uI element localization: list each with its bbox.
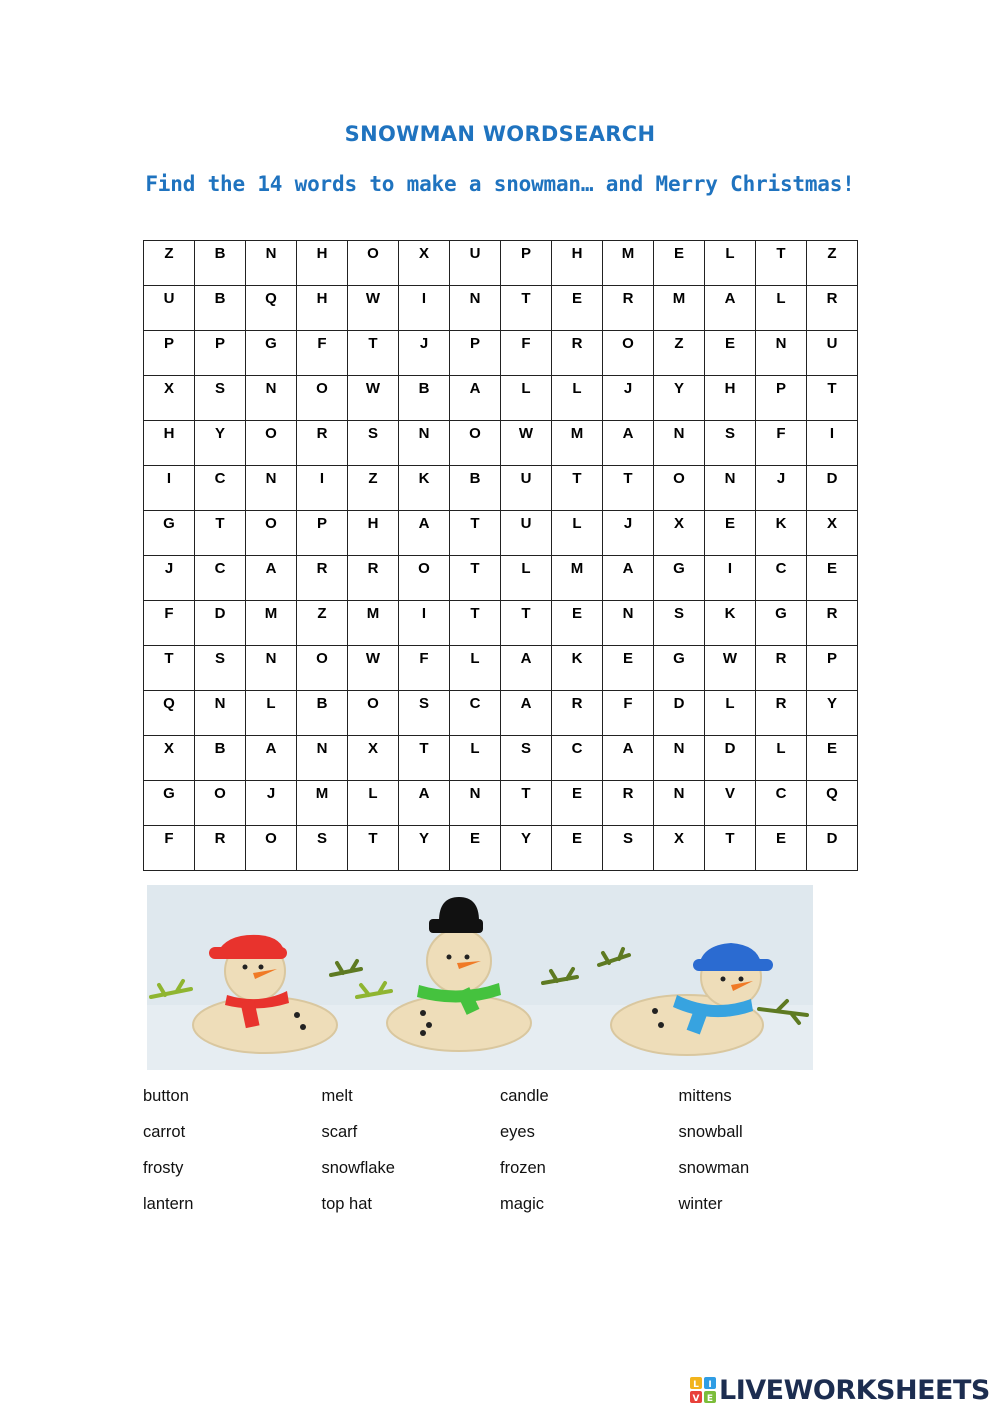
grid-row	[144, 601, 858, 646]
grid-letter-cell: N	[246, 376, 297, 421]
grid-letter-cell: N	[450, 286, 501, 331]
word-list-item: eyes	[500, 1123, 535, 1141]
grid-letter-cell: O	[348, 241, 399, 286]
word-list-item: mittens	[678, 1087, 732, 1105]
word-list-item: frozen	[500, 1159, 546, 1177]
grid-letter-cell: U	[807, 331, 858, 376]
grid-letter-cell: W	[705, 646, 756, 691]
grid-letter-cell: X	[654, 826, 705, 871]
grid-letter-cell: T	[756, 241, 807, 286]
grid-letter-cell: R	[297, 421, 348, 466]
grid-letter-cell: O	[399, 556, 450, 601]
grid-letter-cell: T	[144, 646, 195, 691]
grid-letter-cell: J	[603, 511, 654, 556]
grid-letter-cell: S	[654, 601, 705, 646]
grid-letter-cell: G	[756, 601, 807, 646]
grid-letter-cell: I	[144, 466, 195, 511]
grid-letter-cell: H	[144, 421, 195, 466]
worksheet-instructions: Find the 14 words to make a snowman… and Merry Christmas!	[145, 172, 855, 196]
grid-letter-cell: G	[144, 511, 195, 556]
grid-letter-cell: N	[246, 241, 297, 286]
grid-letter-cell: K	[399, 466, 450, 511]
grid-letter-cell: U	[501, 466, 552, 511]
grid-letter-cell: A	[501, 646, 552, 691]
grid-letter-cell: R	[552, 691, 603, 736]
word-list-row	[143, 1087, 863, 1123]
grid-letter-cell: E	[552, 286, 603, 331]
grid-letter-cell: S	[348, 421, 399, 466]
grid-letter-cell: N	[756, 331, 807, 376]
grid-letter-cell: B	[399, 376, 450, 421]
grid-letter-cell: G	[654, 646, 705, 691]
word-list-item: snowball	[678, 1123, 743, 1141]
grid-letter-cell: T	[807, 376, 858, 421]
grid-letter-cell: C	[195, 466, 246, 511]
grid-letter-cell: I	[399, 601, 450, 646]
grid-letter-cell: T	[450, 511, 501, 556]
grid-letter-cell: T	[501, 781, 552, 826]
grid-letter-cell: B	[297, 691, 348, 736]
grid-letter-cell: Z	[654, 331, 705, 376]
grid-letter-cell: S	[705, 421, 756, 466]
grid-letter-cell: H	[348, 511, 399, 556]
word-list-item: button	[143, 1087, 189, 1105]
grid-row	[144, 736, 858, 781]
grid-letter-cell: H	[705, 376, 756, 421]
grid-letter-cell: N	[654, 421, 705, 466]
grid-letter-cell: Z	[807, 241, 858, 286]
grid-letter-cell: L	[552, 376, 603, 421]
grid-letter-cell: E	[654, 241, 705, 286]
grid-letter-cell: Z	[144, 241, 195, 286]
grid-letter-cell: R	[807, 601, 858, 646]
grid-letter-cell: T	[450, 556, 501, 601]
grid-letter-cell: A	[399, 511, 450, 556]
grid-letter-cell: X	[144, 376, 195, 421]
grid-letter-cell: F	[144, 826, 195, 871]
grid-letter-cell: M	[552, 556, 603, 601]
grid-row	[144, 331, 858, 376]
grid-letter-cell: E	[552, 781, 603, 826]
grid-letter-cell: O	[603, 331, 654, 376]
grid-letter-cell: O	[246, 826, 297, 871]
grid-letter-cell: O	[654, 466, 705, 511]
grid-letter-cell: T	[705, 826, 756, 871]
grid-letter-cell: L	[246, 691, 297, 736]
grid-letter-cell: L	[501, 556, 552, 601]
word-list	[143, 1087, 863, 1231]
grid-letter-cell: N	[705, 466, 756, 511]
grid-letter-cell: Y	[399, 826, 450, 871]
grid-letter-cell: S	[195, 376, 246, 421]
grid-letter-cell: L	[501, 376, 552, 421]
grid-letter-cell: E	[552, 601, 603, 646]
grid-letter-cell: D	[195, 601, 246, 646]
grid-letter-cell: O	[297, 376, 348, 421]
grid-letter-cell: L	[348, 781, 399, 826]
grid-letter-cell: K	[756, 511, 807, 556]
grid-row	[144, 826, 858, 871]
grid-row	[144, 466, 858, 511]
liveworksheets-logo-icon	[690, 1377, 716, 1403]
grid-letter-cell: C	[450, 691, 501, 736]
grid-letter-cell: O	[348, 691, 399, 736]
grid-letter-cell: K	[705, 601, 756, 646]
wordsearch-grid	[143, 240, 858, 871]
grid-letter-cell: G	[144, 781, 195, 826]
grid-row	[144, 556, 858, 601]
grid-row	[144, 376, 858, 421]
grid-letter-cell: S	[501, 736, 552, 781]
grid-letter-cell: X	[654, 511, 705, 556]
grid-letter-cell: T	[552, 466, 603, 511]
logo-letter: I	[708, 1380, 712, 1390]
grid-letter-cell: P	[144, 331, 195, 376]
grid-letter-cell: I	[807, 421, 858, 466]
grid-letter-cell: W	[348, 376, 399, 421]
grid-letter-cell: D	[705, 736, 756, 781]
grid-letter-cell: R	[756, 646, 807, 691]
grid-letter-cell: R	[348, 556, 399, 601]
word-list-item: candle	[500, 1087, 549, 1105]
grid-letter-cell: N	[297, 736, 348, 781]
grid-letter-cell: F	[297, 331, 348, 376]
grid-letter-cell: N	[654, 781, 705, 826]
grid-letter-cell: F	[144, 601, 195, 646]
word-list-item: top hat	[321, 1195, 372, 1213]
grid-letter-cell: U	[450, 241, 501, 286]
grid-letter-cell: A	[501, 691, 552, 736]
grid-letter-cell: Z	[297, 601, 348, 646]
grid-letter-cell: H	[552, 241, 603, 286]
grid-letter-cell: S	[195, 646, 246, 691]
grid-letter-cell: H	[297, 286, 348, 331]
grid-letter-cell: X	[348, 736, 399, 781]
grid-letter-cell: N	[450, 781, 501, 826]
grid-letter-cell: C	[756, 781, 807, 826]
grid-letter-cell: T	[348, 331, 399, 376]
grid-letter-cell: L	[756, 286, 807, 331]
grid-letter-cell: P	[450, 331, 501, 376]
grid-letter-cell: L	[756, 736, 807, 781]
grid-letter-cell: P	[756, 376, 807, 421]
grid-letter-cell: R	[195, 826, 246, 871]
word-list-item: melt	[321, 1087, 353, 1105]
grid-letter-cell: Y	[654, 376, 705, 421]
grid-letter-cell: D	[807, 466, 858, 511]
grid-letter-cell: A	[603, 421, 654, 466]
grid-letter-cell: C	[756, 556, 807, 601]
word-list-row	[143, 1123, 863, 1159]
grid-letter-cell: O	[297, 646, 348, 691]
word-list-item: scarf	[321, 1123, 358, 1141]
grid-letter-cell: R	[807, 286, 858, 331]
grid-letter-cell: Y	[501, 826, 552, 871]
grid-letter-cell: T	[501, 601, 552, 646]
grid-letter-cell: W	[501, 421, 552, 466]
word-list-item: snowman	[678, 1159, 750, 1177]
grid-letter-cell: N	[399, 421, 450, 466]
word-list-item: winter	[678, 1195, 723, 1213]
grid-letter-cell: V	[705, 781, 756, 826]
grid-letter-cell: E	[552, 826, 603, 871]
word-list-item: frosty	[143, 1159, 184, 1177]
grid-letter-cell: T	[603, 466, 654, 511]
grid-letter-cell: L	[450, 646, 501, 691]
grid-letter-cell: H	[297, 241, 348, 286]
grid-row	[144, 286, 858, 331]
grid-letter-cell: S	[399, 691, 450, 736]
grid-letter-cell: I	[705, 556, 756, 601]
grid-letter-cell: F	[603, 691, 654, 736]
grid-letter-cell: E	[705, 511, 756, 556]
grid-letter-cell: O	[195, 781, 246, 826]
grid-letter-cell: A	[246, 556, 297, 601]
grid-letter-cell: B	[195, 736, 246, 781]
grid-row	[144, 781, 858, 826]
grid-letter-cell: J	[144, 556, 195, 601]
logo-letter: E	[706, 1394, 714, 1403]
grid-letter-cell: U	[144, 286, 195, 331]
grid-letter-cell: O	[450, 421, 501, 466]
grid-letter-cell: Q	[246, 286, 297, 331]
grid-letter-cell: I	[297, 466, 348, 511]
grid-letter-cell: G	[246, 331, 297, 376]
grid-letter-cell: M	[603, 241, 654, 286]
grid-letter-cell: T	[195, 511, 246, 556]
grid-letter-cell: S	[603, 826, 654, 871]
grid-letter-cell: X	[144, 736, 195, 781]
grid-letter-cell: C	[195, 556, 246, 601]
grid-letter-cell: J	[399, 331, 450, 376]
grid-letter-cell: J	[756, 466, 807, 511]
grid-letter-cell: B	[195, 286, 246, 331]
grid-letter-cell: Y	[195, 421, 246, 466]
grid-letter-cell: O	[246, 511, 297, 556]
grid-letter-cell: I	[399, 286, 450, 331]
grid-letter-cell: N	[654, 736, 705, 781]
word-list-item: magic	[500, 1195, 545, 1213]
grid-letter-cell: X	[807, 511, 858, 556]
grid-letter-cell: W	[348, 646, 399, 691]
grid-letter-cell: Q	[807, 781, 858, 826]
liveworksheets-logo	[690, 1373, 990, 1407]
grid-letter-cell: N	[195, 691, 246, 736]
grid-letter-cell: L	[705, 241, 756, 286]
grid-letter-cell: L	[450, 736, 501, 781]
grid-letter-cell: T	[450, 601, 501, 646]
grid-letter-cell: P	[501, 241, 552, 286]
grid-letter-cell: R	[552, 331, 603, 376]
grid-letter-cell: N	[246, 646, 297, 691]
grid-letter-cell: J	[603, 376, 654, 421]
grid-letter-cell: M	[654, 286, 705, 331]
grid-letter-cell: S	[297, 826, 348, 871]
grid-letter-cell: P	[195, 331, 246, 376]
grid-letter-cell: E	[450, 826, 501, 871]
grid-letter-cell: J	[246, 781, 297, 826]
grid-letter-cell: T	[501, 286, 552, 331]
liveworksheets-brand-name: LIVEWORKSHEETS	[719, 1374, 990, 1406]
grid-letter-cell: P	[807, 646, 858, 691]
grid-letter-cell: E	[603, 646, 654, 691]
worksheet-title: SNOWMAN WORDSEARCH	[344, 122, 656, 146]
grid-letter-cell: O	[246, 421, 297, 466]
grid-letter-cell: F	[501, 331, 552, 376]
word-list-item: snowflake	[321, 1159, 395, 1177]
grid-letter-cell: M	[297, 781, 348, 826]
word-list-item: carrot	[143, 1123, 186, 1141]
grid-letter-cell: M	[348, 601, 399, 646]
grid-letter-cell: E	[756, 826, 807, 871]
grid-letter-cell: R	[603, 286, 654, 331]
grid-letter-cell: B	[195, 241, 246, 286]
grid-letter-cell: E	[705, 331, 756, 376]
word-list-row	[143, 1159, 863, 1195]
grid-letter-cell: K	[552, 646, 603, 691]
grid-letter-cell: D	[654, 691, 705, 736]
grid-letter-cell: A	[705, 286, 756, 331]
logo-letter: V	[692, 1394, 700, 1403]
grid-letter-cell: A	[399, 781, 450, 826]
grid-letter-cell: P	[297, 511, 348, 556]
grid-row	[144, 691, 858, 736]
grid-row	[144, 646, 858, 691]
grid-letter-cell: E	[807, 736, 858, 781]
grid-letter-cell: R	[603, 781, 654, 826]
word-list-item: lantern	[143, 1195, 194, 1213]
grid-letter-cell: N	[246, 466, 297, 511]
grid-letter-cell: D	[807, 826, 858, 871]
grid-letter-cell: C	[552, 736, 603, 781]
grid-row	[144, 241, 858, 286]
grid-letter-cell: X	[399, 241, 450, 286]
grid-letter-cell: L	[705, 691, 756, 736]
grid-letter-cell: U	[501, 511, 552, 556]
grid-letter-cell: A	[603, 736, 654, 781]
grid-letter-cell: M	[552, 421, 603, 466]
grid-letter-cell: M	[246, 601, 297, 646]
grid-letter-cell: Q	[144, 691, 195, 736]
grid-letter-cell: F	[756, 421, 807, 466]
snowmen-illustration	[147, 885, 813, 1070]
grid-letter-cell: A	[246, 736, 297, 781]
grid-letter-cell: E	[807, 556, 858, 601]
grid-row	[144, 421, 858, 466]
grid-letter-cell: Y	[807, 691, 858, 736]
grid-letter-cell: W	[348, 286, 399, 331]
grid-letter-cell: N	[603, 601, 654, 646]
grid-letter-cell: R	[297, 556, 348, 601]
grid-letter-cell: G	[654, 556, 705, 601]
grid-letter-cell: B	[450, 466, 501, 511]
grid-row	[144, 511, 858, 556]
grid-letter-cell: A	[603, 556, 654, 601]
logo-letter: L	[693, 1380, 699, 1390]
grid-letter-cell: Z	[348, 466, 399, 511]
grid-letter-cell: F	[399, 646, 450, 691]
word-list-row	[143, 1195, 863, 1231]
grid-letter-cell: T	[348, 826, 399, 871]
grid-letter-cell: A	[450, 376, 501, 421]
grid-letter-cell: L	[552, 511, 603, 556]
grid-letter-cell: R	[756, 691, 807, 736]
grid-letter-cell: T	[399, 736, 450, 781]
